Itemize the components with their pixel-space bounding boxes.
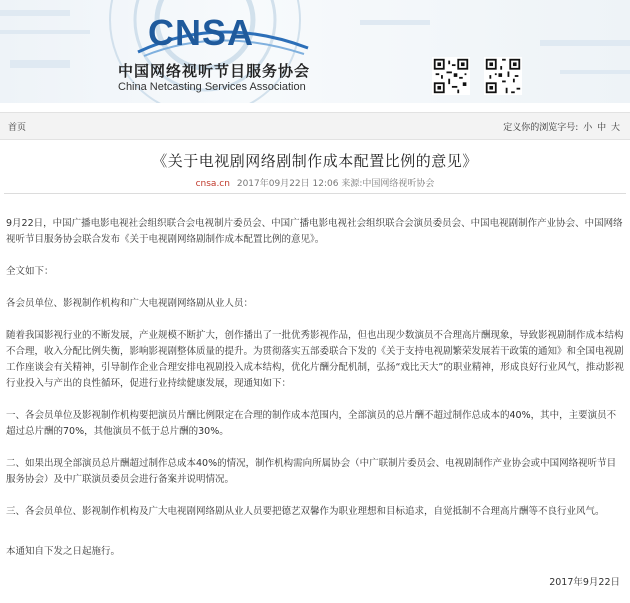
article-source: 中国网络视听协会: [362, 179, 435, 189]
cnsa-logo[interactable]: [118, 8, 318, 98]
font-size-large-button[interactable]: 大: [610, 123, 620, 133]
nav-bar: [0, 112, 630, 140]
org-name-cn: 中国网络视听节目服务协会: [118, 62, 311, 80]
paragraph: 9月22日，中国广播电影电视社会组织联合会电视制片委员会、中国广播电影电视社会组织联合会演员委员会、中国电视剧制作产业协会、中国网络视听节目服务协会联合发布《关于电视剧网络剧制作成本配置比例的意见》。: [6, 218, 623, 245]
paragraph: 随着我国影视行业的不断发展，产业规模不断扩大，创作播出了一批优秀影视作品，但也出现少数演员不合理高片酬现象，导致影视剧制作成本结构不合理，收入分配比例失衡，影响影视剧整体质量的提升。为贯彻落实五部委联合下发的《关于支持电视剧繁荣发展若干政策的通知》和全国电视剧工作座谈会有关精神，引导制作企业合理安排电视剧投入成本结构，优化片酬分配机制，弘扬“戏比天大”的职业精神，形成良好行业风气，推动影视行业投入与产出的良性循环，促进行业持续健康发展，现通知如下：: [6, 330, 624, 389]
qr-code-icon: [432, 57, 470, 95]
paragraph: 一、各会员单位及影视制作机构要把演员片酬比例限定在合理的制作成本范围内，全部演员的总片酬不超过制作总成本的40%，其中，主要演员不超过总片酬的70%，其他演员不低于总片酬的30%。: [6, 410, 617, 437]
paragraph: 全文如下：: [6, 266, 54, 277]
font-size-small-button[interactable]: 小: [583, 123, 593, 133]
paragraph: 本通知自下发之日起施行。: [6, 546, 121, 557]
nav-home-link[interactable]: 首页: [8, 123, 27, 133]
paragraph: 二、如果出现全部演员总片酬超过制作总成本40%的情况，制作机构需向所属协会（中广联制片委员会、电视剧制作产业协会或中国网络视听节目服务协会）及中广联演员委员会进行备案并说明情况。: [6, 458, 617, 485]
font-size-label: 定义你的浏览字号:: [503, 123, 579, 133]
paragraph: 三、各会员单位、影视制作机构及广大电视剧网络剧从业人员要把德艺双馨作为职业理想和目标追求，自觉抵制不合理高片酬等不良行业风气。: [6, 506, 605, 517]
source-site-link[interactable]: cnsa.cn: [195, 179, 230, 189]
article-datetime: 2017年09月22日 12:06: [236, 179, 339, 189]
qr-code-icon: [484, 57, 522, 95]
font-size-control: [501, 120, 620, 133]
source-label: 来源:: [341, 179, 363, 189]
article-meta: [0, 176, 630, 189]
divider: [4, 193, 626, 194]
article-title: 《关于电视剧网络剧制作成本配置比例的意见》: [152, 152, 478, 170]
header-banner: [0, 0, 630, 103]
font-size-medium-button[interactable]: 中: [597, 123, 607, 133]
paragraph: 各会员单位、影视制作机构和广大电视剧网络剧从业人员：: [6, 298, 254, 309]
article-date: 2017年9月22日: [549, 577, 620, 588]
org-name-en: China Netcasting Services Association: [118, 81, 306, 93]
logo-text: CNSA: [148, 12, 255, 53]
